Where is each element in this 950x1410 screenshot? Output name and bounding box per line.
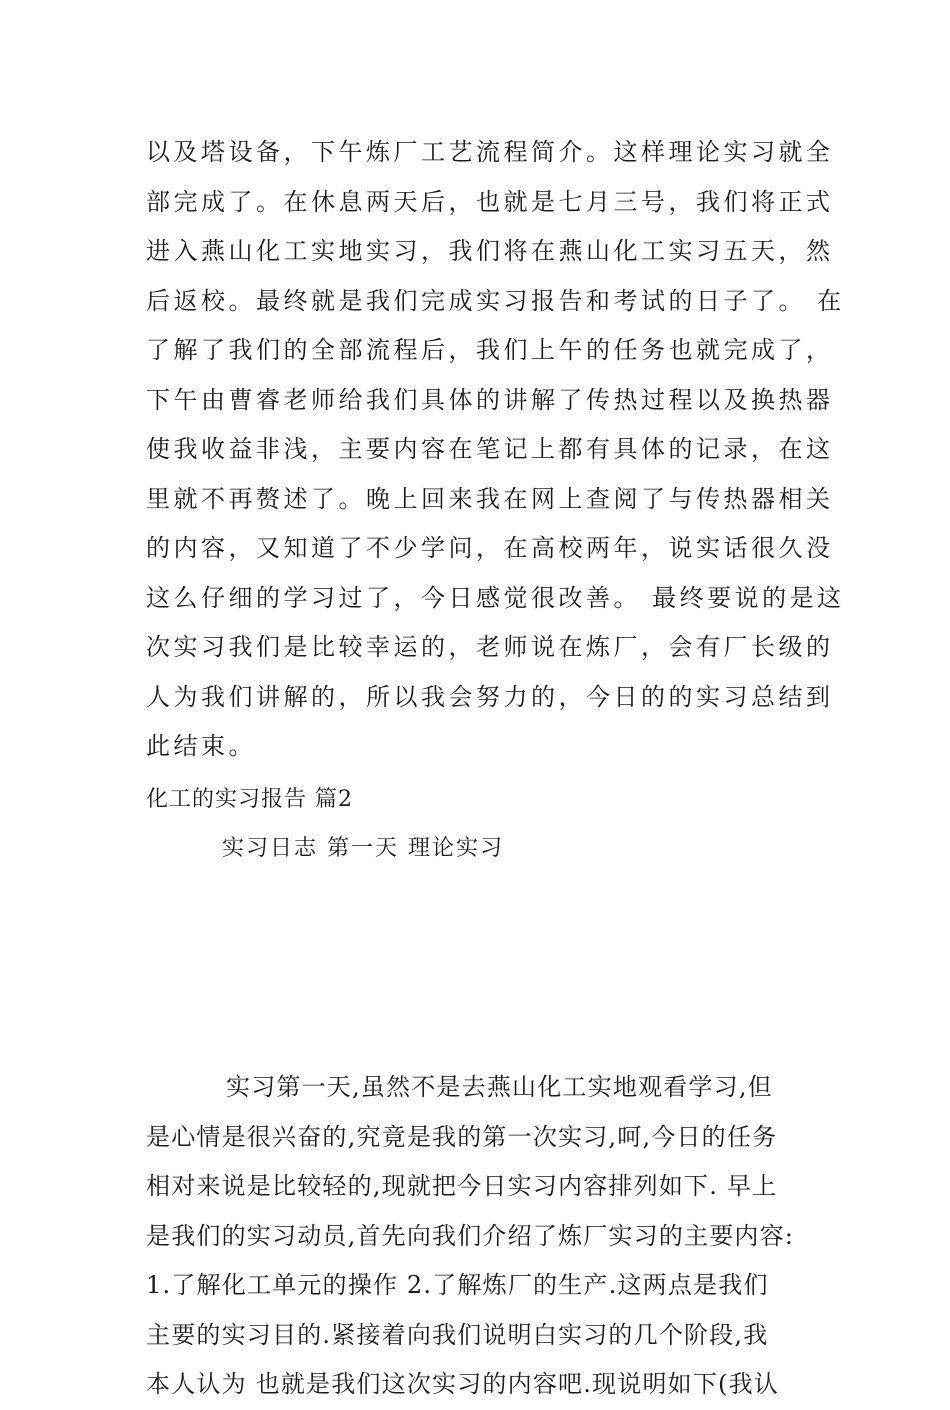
text-line: 是我们的实习动员,首先向我们介绍了炼厂实习的主要内容: [146,1221,795,1250]
text-line: 的内容，又知道了不少学问，在高校两年，说实话很久没 [146,534,834,562]
text-line: 本人认为 也就是我们这次实习的内容吧.现说明如下(我认 [146,1370,780,1398]
text-line: 以及塔设备，下午炼厂工艺流程简介。这样理论实习就全 [146,138,834,166]
log-subheading: 实习日志 第一天 理论实习 [222,836,504,861]
text-line: 人为我们讲解的，所以我会努力的，今日的的实习总结到 [146,682,834,711]
report-paragraph-1 [146,128,845,772]
text-line: 后返校。最终就是我们完成实习报告和考试的日子了。 在 [146,286,845,315]
report-paragraph-2 [146,1063,826,1410]
text-line: 相对来说是比较轻的,现就把今日实习内容排列如下. 早上 [146,1172,778,1200]
section-heading: 化工的实习报告 篇2 [146,787,353,812]
text-line: 使我收益非浅，主要内容在笔记上都有具体的记录，在这 [146,435,834,463]
text-line: 里就不再赘述了。晚上回来我在网上查阅了与传热器相关 [146,484,834,513]
text-line: 进入燕山化工实地实习，我们将在燕山化工实习五天，然 [146,237,834,265]
text-line: 实习第一天,虽然不是去燕山化工实地观看学习,但 [226,1073,773,1101]
text-line: 次实习我们是比较幸运的，老师说在炼厂，会有厂长级的 [146,633,834,661]
text-line: 下午由曹睿老师给我们具体的讲解了传热过程以及换热器 [146,385,834,414]
text-line: 此结束。 [146,732,256,760]
text-line: 了解了我们的全部流程后，我们上午的任务也就完成了， [146,336,834,364]
text-line: 1.了解化工单元的操作 2.了解炼厂的生产.这两点是我们 [146,1271,769,1299]
text-line: 主要的实习目的.紧接着向我们说明白实习的几个阶段,我 [146,1320,769,1349]
text-line: 部完成了。在休息两天后，也就是七月三号，我们将正式 [146,187,834,216]
text-line: 这么仔细的学习过了，今日感觉很改善。 最终要说的是这 [146,583,845,612]
text-line: 是心情是很兴奋的,究竟是我的第一次实习,呵,今日的任务 [146,1122,778,1151]
